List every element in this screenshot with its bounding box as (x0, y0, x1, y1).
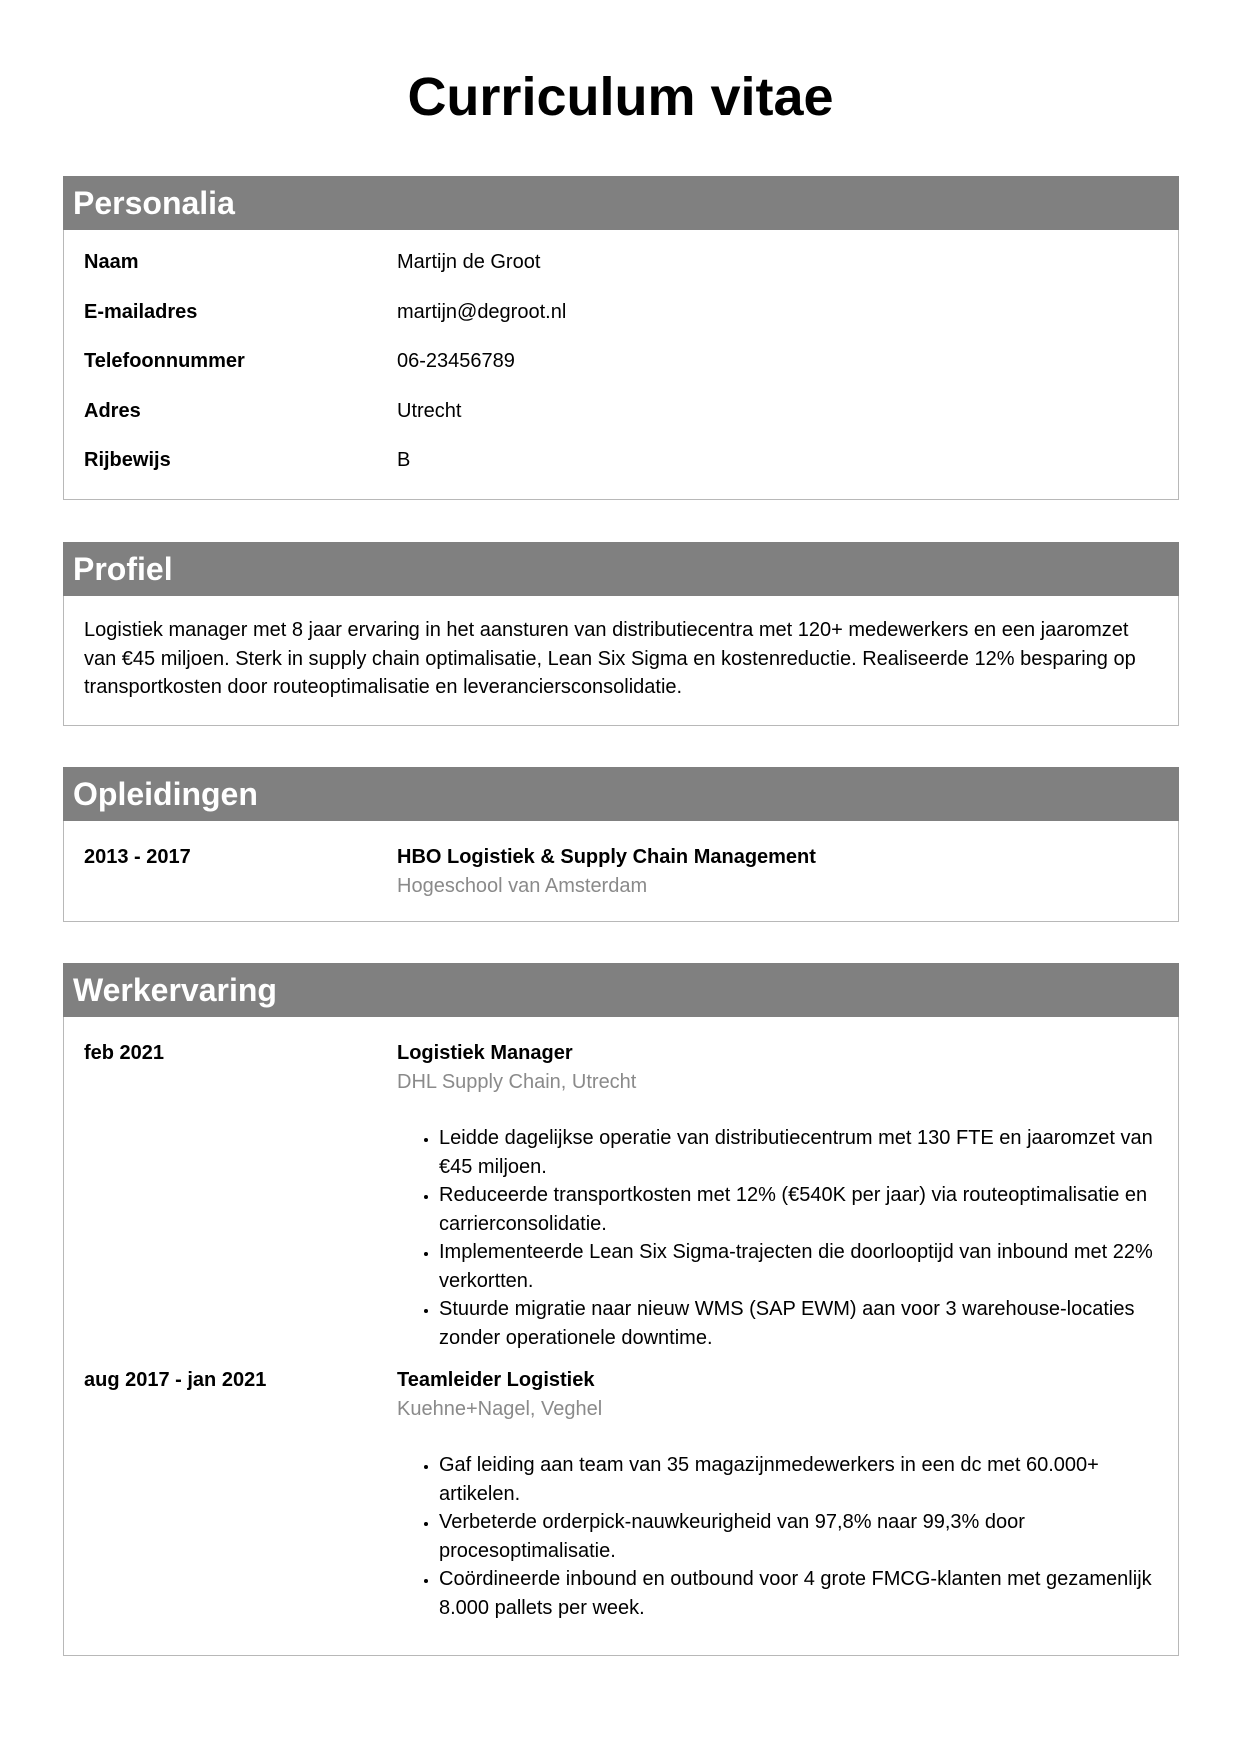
job-bullet: • Leidde dagelijkse operatie van distributiecentrum met 130 FTE en jaaromzet van €45 miljoen. (439, 1124, 1158, 1181)
education-title: HBO Logistiek & Supply Chain Management (397, 846, 816, 868)
personalia-row (84, 288, 1158, 338)
personalia-heading: Personalia (63, 176, 1179, 230)
license-label: Rijbewijs (84, 449, 171, 471)
name-label: Naam (84, 251, 139, 273)
education-entry (84, 843, 1158, 900)
job-entry (84, 1366, 1158, 1622)
job-period: feb 2021 (84, 1042, 165, 1064)
personalia-section (63, 176, 1179, 500)
address-label: Adres (84, 399, 141, 422)
job-entry (84, 1039, 1158, 1352)
job-bullet: • Verbeterde orderpick-nauwkeurigheid van 97,8% naar 99,3% door procesoptimalisatie. (439, 1508, 1158, 1565)
job-title: Logistiek Manager (397, 1042, 573, 1064)
email-value: martijn@degroot.nl (397, 300, 567, 323)
job-bullet-list (397, 1451, 1158, 1622)
job-bullet-list (397, 1124, 1158, 1352)
page-title: Curriculum vitae (407, 67, 834, 127)
phone-value: 06-23456789 (397, 350, 515, 372)
education-period: 2013 - 2017 (84, 846, 191, 868)
job-bullet: • Coördineerde inbound en outbound voor 4 grote FMCG-klanten met gezamenlijk 8.000 pallets per week. (439, 1565, 1158, 1622)
license-value: B (397, 449, 411, 471)
phone-label: Telefoonnummer (84, 350, 245, 372)
email-label: E-mailadres (84, 300, 198, 323)
profiel-heading: Profiel (63, 542, 1179, 596)
opleidingen-heading: Opleidingen (63, 767, 1179, 821)
job-bullet: • Reduceerde transportkosten met 12% (€540K per jaar) via routeoptimalisatie en carrierconsolidatie. (439, 1181, 1158, 1238)
job-title: Teamleider Logistiek (397, 1369, 595, 1391)
personalia-row (84, 238, 1158, 288)
education-school: Hogeschool van Amsterdam (397, 874, 648, 897)
name-value: Martijn de Groot (397, 251, 541, 273)
job-company: Kuehne+Nagel, Veghel (397, 1397, 603, 1420)
personalia-row (84, 337, 1158, 387)
job-company: DHL Supply Chain, Utrecht (397, 1070, 637, 1093)
opleidingen-section (63, 767, 1179, 922)
profiel-section (63, 542, 1179, 726)
personalia-row (84, 436, 1158, 486)
job-bullet: • Gaf leiding aan team van 35 magazijnmedewerkers in een dc met 60.000+ artikelen. (439, 1451, 1158, 1508)
job-bullet: • Stuurde migratie naar nieuw WMS (SAP EWM) aan voor 3 warehouse-locaties zonder operationele downtime. (439, 1295, 1158, 1352)
job-bullet: • Implementeerde Lean Six Sigma-trajecten die doorlooptijd van inbound met 22% verkortten. (439, 1238, 1158, 1295)
job-period: aug 2017 - jan 2021 (84, 1369, 267, 1391)
werkervaring-section (63, 963, 1179, 1656)
werkervaring-heading: Werkervaring (63, 963, 1179, 1017)
address-value: Utrecht (397, 399, 462, 422)
personalia-row (84, 387, 1158, 437)
profile-text: Logistiek manager met 8 jaar ervaring in het aansturen van distributiecentra met 120+ medewerkers en een jaaromzet van €45 miljoen. Sterk in supply chain optimalisatie, Lean Six Sigma en kostenreductie. Realiseerde 12% besparing op transportkosten door routeoptimalisatie en leveranciersconsolidatie. (84, 619, 1136, 698)
